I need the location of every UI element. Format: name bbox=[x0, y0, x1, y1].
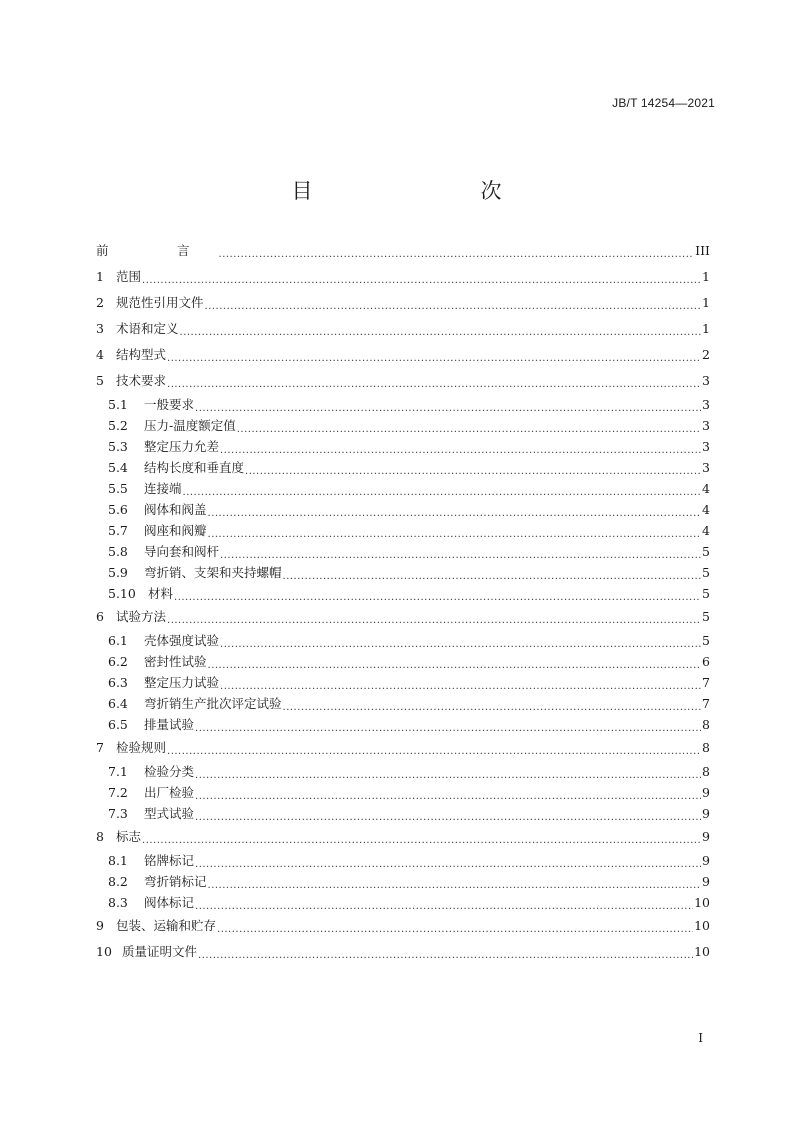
toc-entry[interactable] bbox=[96, 541, 710, 562]
toc-entry-page: 5 bbox=[702, 543, 710, 559]
toc-entry-number: 6.4 bbox=[108, 695, 128, 711]
toc-entry-label: 包装、运输和贮存 bbox=[116, 918, 217, 933]
toc-dot-leader bbox=[220, 678, 701, 694]
toc-dot-leader bbox=[208, 505, 702, 521]
toc-entry-number: 6.5 bbox=[108, 716, 128, 732]
toc-entry[interactable] bbox=[96, 368, 710, 394]
toc-dot-leader bbox=[142, 272, 701, 288]
toc-entry[interactable] bbox=[96, 693, 710, 714]
toc-entry-number: 5.9 bbox=[108, 564, 128, 580]
toc-entry-number: 5.4 bbox=[108, 459, 128, 475]
toc-entry-page: 9 bbox=[702, 873, 710, 889]
toc-entry-label: 结构型式 bbox=[116, 347, 167, 362]
toc-entry-label: 前 言 bbox=[96, 243, 218, 258]
toc-entry-page: 5 bbox=[702, 632, 710, 648]
toc-entry-number: 6 bbox=[96, 609, 104, 624]
toc-entry-number: 8.2 bbox=[108, 873, 128, 889]
toc-entry-label: 弯折销生产批次评定试验 bbox=[144, 695, 282, 711]
toc-dot-leader bbox=[220, 636, 701, 652]
toc-entry[interactable] bbox=[96, 457, 710, 478]
toc-entry-label: 结构长度和垂直度 bbox=[144, 459, 245, 475]
toc-entry-page: 3 bbox=[702, 459, 710, 475]
toc-entry[interactable] bbox=[96, 290, 710, 316]
toc-dot-leader bbox=[208, 877, 702, 893]
toc-entry-page: 8 bbox=[702, 763, 710, 779]
toc-entry[interactable] bbox=[96, 264, 710, 290]
toc-dot-leader bbox=[208, 526, 702, 542]
document-code: JB/T 14254—2021 bbox=[612, 96, 715, 110]
toc-entry-label: 一般要求 bbox=[144, 396, 195, 412]
toc-entry-label: 术语和定义 bbox=[116, 321, 179, 336]
toc-entry[interactable] bbox=[96, 782, 710, 803]
toc-entry-page: 10 bbox=[694, 918, 710, 933]
toc-entry-page: 4 bbox=[702, 501, 710, 517]
toc-entry-label: 阀体标记 bbox=[144, 894, 195, 910]
toc-dot-leader bbox=[283, 568, 702, 584]
toc-entry-page: 3 bbox=[702, 373, 710, 388]
toc-entry-label: 整定压力试验 bbox=[144, 674, 220, 690]
toc-entry-label: 弯折销、支架和夹持螺帽 bbox=[144, 564, 282, 580]
toc-entry[interactable] bbox=[96, 630, 710, 651]
toc-entry-page: 8 bbox=[702, 740, 710, 755]
toc-entry-number: 8.1 bbox=[108, 852, 128, 868]
toc-entry-page: 7 bbox=[702, 674, 710, 690]
toc-entry-page: 9 bbox=[702, 829, 710, 844]
toc-entry[interactable] bbox=[96, 714, 710, 735]
toc-dot-leader bbox=[167, 743, 701, 759]
toc-dot-leader bbox=[167, 612, 701, 628]
toc-entry-page: 10 bbox=[694, 894, 710, 910]
page-number: I bbox=[698, 1031, 703, 1045]
toc-entry-label: 标志 bbox=[116, 829, 142, 844]
toc-entry-number: 5.10 bbox=[108, 585, 136, 601]
toc-dot-leader bbox=[208, 657, 702, 673]
toc-entry-page: 10 bbox=[694, 944, 710, 959]
toc-entry[interactable] bbox=[96, 562, 710, 583]
toc-entry-label: 型式试验 bbox=[144, 805, 195, 821]
toc-entry[interactable] bbox=[96, 672, 710, 693]
toc-entry-number: 8 bbox=[96, 829, 104, 844]
toc-entry[interactable] bbox=[96, 499, 710, 520]
toc-entry-page: 2 bbox=[702, 347, 710, 362]
toc-entry-page: 3 bbox=[702, 396, 710, 412]
toc-entry-number: 6.2 bbox=[108, 653, 128, 669]
toc-entry-number: 2 bbox=[96, 295, 104, 310]
toc-entry[interactable] bbox=[96, 342, 710, 368]
toc-entry-number: 6.3 bbox=[108, 674, 128, 690]
toc-entry[interactable] bbox=[96, 892, 710, 913]
toc-entry-label: 连接端 bbox=[144, 480, 182, 496]
toc-dot-leader bbox=[180, 324, 702, 340]
toc-entry-number: 5 bbox=[96, 373, 104, 388]
toc-entry-number: 5.2 bbox=[108, 417, 128, 433]
toc-entry-page: III bbox=[695, 243, 710, 258]
toc-entry-label: 导向套和阀杆 bbox=[144, 543, 220, 559]
toc-entry[interactable] bbox=[96, 415, 710, 436]
toc-entry[interactable] bbox=[96, 394, 710, 415]
toc-entry-label: 范围 bbox=[116, 269, 142, 284]
toc-dot-leader bbox=[183, 484, 702, 500]
toc-dot-leader bbox=[142, 832, 701, 848]
toc-entry[interactable] bbox=[96, 604, 710, 630]
toc-dot-leader bbox=[195, 809, 701, 825]
toc-dot-leader bbox=[283, 699, 702, 715]
toc-entry-page: 3 bbox=[702, 438, 710, 454]
table-of-contents bbox=[96, 238, 710, 965]
toc-entry[interactable] bbox=[96, 735, 710, 761]
toc-entry-number: 10 bbox=[96, 944, 112, 959]
page-title: 目 次 bbox=[291, 179, 544, 203]
toc-entry-label: 排量试验 bbox=[144, 716, 195, 732]
toc-entry-number: 7 bbox=[96, 740, 104, 755]
toc-entry-label: 阀座和阀瓣 bbox=[144, 522, 207, 538]
toc-entry-page: 4 bbox=[702, 522, 710, 538]
toc-entry[interactable] bbox=[96, 939, 710, 965]
toc-dot-leader bbox=[195, 856, 701, 872]
toc-entry-number: 5.3 bbox=[108, 438, 128, 454]
toc-entry-page: 9 bbox=[702, 852, 710, 868]
toc-entry-page: 5 bbox=[702, 609, 710, 624]
toc-entry-number: 6.1 bbox=[108, 632, 128, 648]
toc-entry[interactable] bbox=[96, 913, 710, 939]
toc-entry-label: 材料 bbox=[148, 585, 174, 601]
toc-entry-label: 试验方法 bbox=[116, 609, 167, 624]
toc-entry-label: 检验规则 bbox=[116, 740, 167, 755]
toc-entry-number: 5.7 bbox=[108, 522, 128, 538]
toc-entry-page: 8 bbox=[702, 716, 710, 732]
toc-entry-label: 弯折销标记 bbox=[144, 873, 207, 889]
toc-entry-page: 1 bbox=[702, 269, 710, 284]
toc-entry-label: 质量证明文件 bbox=[122, 944, 198, 959]
toc-dot-leader bbox=[219, 246, 695, 262]
toc-entry-label: 铭牌标记 bbox=[144, 852, 195, 868]
toc-entry-label: 规范性引用文件 bbox=[116, 295, 204, 310]
toc-entry-number: 5.8 bbox=[108, 543, 128, 559]
toc-dot-leader bbox=[195, 720, 701, 736]
toc-dot-leader bbox=[174, 589, 701, 605]
toc-entry-number: 7.3 bbox=[108, 805, 128, 821]
toc-entry-number: 1 bbox=[96, 269, 104, 284]
toc-entry-page: 5 bbox=[702, 585, 710, 601]
toc-entry[interactable] bbox=[96, 761, 710, 782]
toc-entry-number: 4 bbox=[96, 347, 104, 362]
toc-entry[interactable] bbox=[96, 478, 710, 499]
toc-dot-leader bbox=[217, 921, 693, 937]
toc-entry-label: 整定压力允差 bbox=[144, 438, 220, 454]
toc-entry[interactable] bbox=[96, 850, 710, 871]
toc-entry-page: 9 bbox=[702, 805, 710, 821]
toc-entry-page: 9 bbox=[702, 784, 710, 800]
toc-entry[interactable] bbox=[96, 316, 710, 342]
toc-entry-label: 压力-温度额定值 bbox=[144, 417, 236, 433]
toc-entry-number: 7.1 bbox=[108, 763, 128, 779]
toc-dot-leader bbox=[167, 350, 701, 366]
toc-entry-label: 出厂检验 bbox=[144, 784, 195, 800]
toc-entry-page: 3 bbox=[702, 417, 710, 433]
toc-entry[interactable] bbox=[96, 583, 710, 604]
toc-entry-number: 5.6 bbox=[108, 501, 128, 517]
toc-entry-number: 9 bbox=[96, 918, 104, 933]
toc-entry-number: 7.2 bbox=[108, 784, 128, 800]
toc-entry-page: 1 bbox=[702, 295, 710, 310]
toc-entry-number: 3 bbox=[96, 321, 104, 336]
toc-entry-page: 7 bbox=[702, 695, 710, 711]
toc-entry-label: 检验分类 bbox=[144, 763, 195, 779]
toc-dot-leader bbox=[205, 298, 702, 314]
toc-entry-page: 1 bbox=[702, 321, 710, 336]
toc-dot-leader bbox=[237, 421, 701, 437]
toc-entry-label: 阀体和阀盖 bbox=[144, 501, 207, 517]
toc-entry-label: 技术要求 bbox=[116, 373, 167, 388]
toc-entry[interactable] bbox=[96, 824, 710, 850]
toc-dot-leader bbox=[220, 547, 701, 563]
toc-entry[interactable] bbox=[96, 651, 710, 672]
toc-entry-label: 壳体强度试验 bbox=[144, 632, 220, 648]
toc-dot-leader bbox=[220, 442, 701, 458]
toc-dot-leader bbox=[195, 400, 701, 416]
toc-dot-leader bbox=[198, 947, 693, 963]
toc-entry[interactable] bbox=[96, 803, 710, 824]
toc-entry[interactable] bbox=[96, 871, 710, 892]
toc-entry-page: 6 bbox=[702, 653, 710, 669]
toc-dot-leader bbox=[195, 788, 701, 804]
toc-entry-page: 5 bbox=[702, 564, 710, 580]
toc-entry-number: 5.5 bbox=[108, 480, 128, 496]
toc-dot-leader bbox=[195, 898, 693, 914]
toc-dot-leader bbox=[167, 376, 701, 392]
toc-entry-number: 8.3 bbox=[108, 894, 128, 910]
toc-entry-label: 密封性试验 bbox=[144, 653, 207, 669]
toc-entry[interactable] bbox=[96, 436, 710, 457]
toc-entry[interactable] bbox=[96, 520, 710, 541]
toc-dot-leader bbox=[245, 463, 701, 479]
toc-entry-page: 4 bbox=[702, 480, 710, 496]
toc-entry[interactable] bbox=[96, 238, 710, 264]
toc-dot-leader bbox=[195, 767, 701, 783]
toc-entry-number: 5.1 bbox=[108, 396, 128, 412]
